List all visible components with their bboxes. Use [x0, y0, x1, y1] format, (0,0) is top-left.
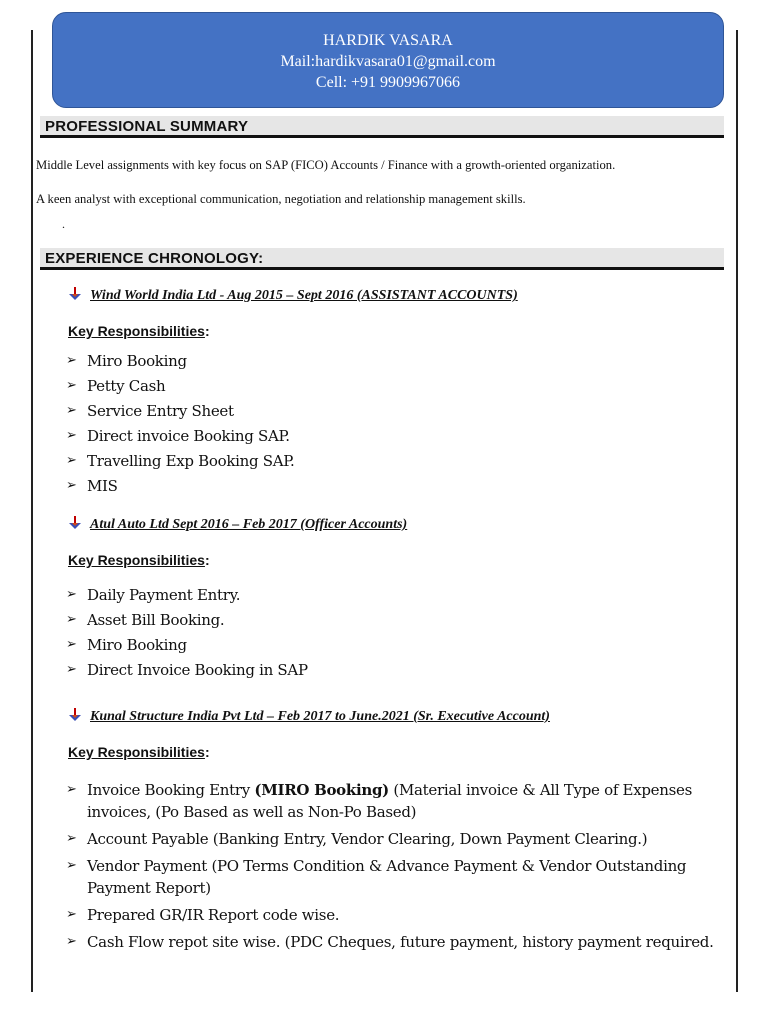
arrow-bullet-icon: ➢	[66, 782, 77, 797]
list-item: ➢ Asset Bill Booking.	[66, 611, 225, 629]
key-responsibilities-label: Key Responsibilities:	[68, 744, 210, 760]
responsibility-list-2	[64, 585, 724, 685]
arrow-bullet-icon: ➢	[66, 907, 77, 922]
responsibility-list-1	[64, 351, 724, 501]
list-item: ➢ MIS	[66, 477, 118, 495]
list-item: ➢ Invoice Booking Entry (MIRO Booking) (Material invoice & All Type of Expenses invoices, (Po Based as well as Non-Po Based)	[66, 781, 692, 821]
pushpin-icon	[68, 708, 84, 727]
arrow-bullet-icon: ➢	[66, 403, 77, 418]
arrow-bullet-icon: ➢	[66, 353, 77, 368]
list-item: ➢ Miro Booking	[66, 636, 187, 654]
stray-dot: .	[62, 217, 65, 231]
list-item: ➢ Cash Flow repot site wise. (PDC Cheques, future payment, history payment required.	[66, 933, 714, 951]
candidate-name: HARDIK VASARA	[323, 32, 453, 49]
job-title-atul-auto: Atul Auto Ltd Sept 2016 – Feb 2017 (Officer Accounts)	[68, 516, 407, 535]
phone-text: Cell: +91 9909967066	[315, 74, 461, 91]
arrow-bullet-icon: ➢	[66, 612, 77, 627]
key-responsibilities-label: Key Responsibilities:	[68, 323, 210, 339]
arrow-bullet-icon: ➢	[66, 478, 77, 493]
responsibility-list-3	[64, 779, 724, 958]
job-title-wind-world: Wind World India Ltd - Aug 2015 – Sept 2016 (ASSISTANT ACCOUNTS)	[68, 287, 518, 306]
list-item: ➢ Vendor Payment (PO Terms Condition & Advance Payment & Vendor Outstanding Payment Report)	[66, 857, 687, 897]
list-item: ➢ Miro Booking	[66, 352, 187, 370]
summary-line-2: A keen analyst with exceptional communication, negotiation and relationship management skills.	[36, 192, 526, 206]
arrow-bullet-icon: ➢	[66, 587, 77, 602]
experience-heading: EXPERIENCE CHRONOLOGY:	[40, 248, 724, 270]
email-text: Mail:hardikvasara01@gmail.com	[280, 53, 496, 70]
pushpin-icon	[68, 516, 84, 535]
job-title-kunal-structure: Kunal Structure India Pvt Ltd – Feb 2017 to June.2021 (Sr. Executive Account)	[68, 708, 550, 727]
list-item: ➢ Daily Payment Entry.	[66, 586, 241, 604]
list-item: ➢ Direct Invoice Booking in SAP	[66, 661, 308, 679]
arrow-bullet-icon: ➢	[66, 378, 77, 393]
list-item: ➢ Petty Cash	[66, 377, 166, 395]
list-item: ➢ Travelling Exp Booking SAP.	[66, 452, 295, 470]
arrow-bullet-icon: ➢	[66, 453, 77, 468]
professional-summary-heading: PROFESSIONAL SUMMARY	[40, 116, 724, 138]
list-item: ➢ Service Entry Sheet	[66, 402, 234, 420]
list-item: ➢ Direct invoice Booking SAP.	[66, 427, 290, 445]
pushpin-icon	[68, 287, 84, 306]
arrow-bullet-icon: ➢	[66, 831, 77, 846]
right-border-line	[736, 30, 738, 992]
left-border-line	[31, 30, 33, 992]
list-item: ➢ Prepared GR/IR Report code wise.	[66, 906, 340, 924]
summary-line-1: Middle Level assignments with key focus on SAP (FICO) Accounts / Finance with a growth-oriented organization.	[36, 158, 616, 172]
arrow-bullet-icon: ➢	[66, 858, 77, 873]
arrow-bullet-icon: ➢	[66, 428, 77, 443]
list-item: ➢ Account Payable (Banking Entry, Vendor Clearing, Down Payment Clearing.)	[66, 830, 648, 848]
contact-header	[52, 12, 724, 108]
key-responsibilities-label: Key Responsibilities:	[68, 552, 210, 568]
arrow-bullet-icon: ➢	[66, 637, 77, 652]
arrow-bullet-icon: ➢	[66, 934, 77, 949]
arrow-bullet-icon: ➢	[66, 662, 77, 677]
